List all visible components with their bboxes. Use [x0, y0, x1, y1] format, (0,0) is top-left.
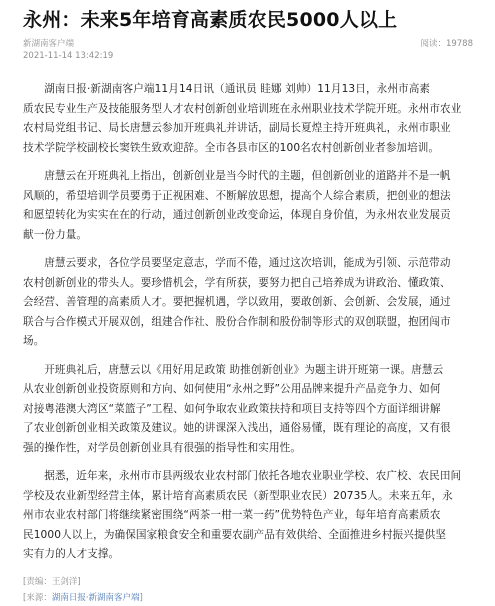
paragraph-line: 民1000人以上，为确保国家粮食安全和重要农副产品有效供给、全面推进乡村振兴提供坚: [23, 528, 447, 541]
paragraph-line: 唐慧云要求，各位学员要坚定意志，学而不倦，通过这次培训，能成为引领、示范带动: [44, 257, 451, 269]
article-source[interactable]: 新湖南客户端: [23, 39, 75, 49]
paragraph-line: 据悉，近年来，永州市市县两级农业农村部门依托各地农业职业学校、农广校、农民田间: [44, 470, 462, 482]
paragraph-line: 会经营、善管理的高素质人才。要把握机遇，学以致用，要敢创新、会创新、会发展，通过: [23, 296, 451, 308]
editor-label: [责编：: [23, 576, 52, 587]
origin-label: [来源：: [23, 592, 52, 603]
paragraph-line: 风顺的，希望培训学员要勇于正视困难、不断解放思想，提高个人综合素质，把创业的想法: [23, 189, 451, 202]
paragraph-line: 献一份力量。: [23, 228, 88, 241]
paragraph-line: 州市农业农村部门将继续紧密围绕“两茶一柑一菜一药”优势特色产业，每年培育高素质农: [23, 509, 441, 521]
article-body: [23, 80, 473, 565]
origin-end: ]: [139, 592, 143, 603]
article-paragraph: [23, 80, 473, 158]
paragraph-line: 质农民专业生产及技能服务型人才农村创新创业培训班在永州职业技术学院开班。永州市农业: [23, 102, 462, 115]
paragraph-line: 对接粤港澳大湾区“菜篮子”工程、如何争取农业政策扶持和项目支持等四个方面详细讲解: [23, 402, 441, 415]
paragraph-line: 唐慧云在开班典礼上指出，创新创业是当今时代的主题，但创新创业的道路并不是一帆: [44, 170, 451, 182]
paragraph-line: 技术学院学校副校长窦铁生致欢迎辞。全市各县市区的100名农村创新创业者参加培训。: [23, 141, 440, 154]
paragraph-line: 联合与合作模式开展双创，组建合作社、股份合作制和股份制等形式的双创联盟，抱团闯市: [23, 315, 451, 328]
paragraph-line: 农村创新创业的带头人。要珍惜机会，学有所获，要努力把自己培养成为讲政治、懂政策、: [23, 276, 451, 289]
paragraph-line: 开班典礼后，唐慧云以《用好用足政策 助推创新创业》为题主讲开班第一课。唐慧云: [44, 363, 444, 376]
article-paragraph: [23, 254, 473, 352]
editor-end: ]: [77, 576, 81, 587]
paragraph-line: 了农业创新创业相关政策及建议。她的讲课深入浅出，通俗易懂，既有理论的高度，又有很: [23, 422, 451, 434]
article-meta: [23, 38, 473, 62]
paragraph-line: 场。: [23, 335, 45, 347]
paragraph-line: 农村局党组书记、局长唐慧云参加开班典礼并讲话，副局长夏煌主持开班典礼，永州市职业: [23, 122, 451, 134]
read-count-label: 阅读：: [420, 39, 446, 49]
editor-credit: [23, 574, 473, 590]
paragraph-line: 湖南日报·新湖南客户端11月14日讯（通讯员 眭娜 刘帅）11月13日，永州市高素: [44, 83, 431, 95]
article-paragraph: [23, 467, 473, 565]
paragraph-line: 学校及农业新型经营主体，累计培育高素质农民（新型职业农民）20735人。未来五年，永: [23, 489, 453, 502]
paragraph-line: 从农业创新创业投资原则和方向、如何使用“永州之野”公用品牌来提升产品竞争力、如何: [23, 383, 441, 395]
origin-link[interactable]: 湖南日报·新湖南客户端: [51, 592, 140, 603]
paragraph-line: 实有力的人才支撑。: [23, 548, 120, 560]
article-title: 永州：未来5年培育高素质农民5000人以上: [23, 9, 398, 31]
article-paragraph: [23, 361, 473, 459]
read-count-value: 19788: [445, 39, 473, 49]
read-count: [420, 38, 473, 50]
article-paragraph: [23, 167, 473, 245]
article-timestamp: 2021-11-14 13:42:19: [23, 51, 114, 61]
article-footer: [23, 574, 473, 606]
paragraph-line: 强的操作性，对学员创新创业具有很强的指导性和实用性。: [23, 441, 302, 454]
paragraph-line: 和愿望转化为实实在在的行动，通过创新创业改变命运，体现自身价值，为永州农业发展贡: [23, 209, 451, 221]
editor-name: 王剑洋: [51, 576, 78, 587]
source-credit: [23, 590, 473, 606]
